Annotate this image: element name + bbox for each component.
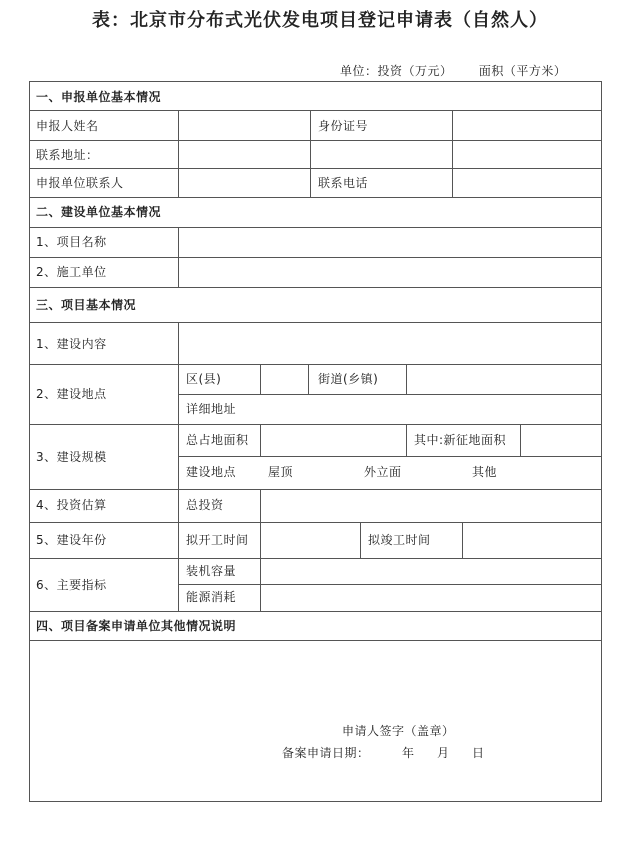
section-heading: 一、申报单位基本情况 — [36, 90, 162, 104]
row-divider — [178, 584, 602, 585]
label-contact-person: 申报单位联系人 — [36, 176, 124, 190]
label-date-day: 日 — [472, 746, 485, 760]
label-construction-year: 5、建设年份 — [36, 533, 107, 547]
section-heading: 四、项目备案申请单位其他情况说明 — [36, 619, 237, 633]
section-heading: 二、建设单位基本情况 — [36, 205, 162, 219]
row-divider — [29, 257, 602, 258]
label-applicant-name: 申报人姓名 — [36, 119, 99, 133]
label-date-month: 月 — [437, 746, 450, 760]
label-detail-address: 详细地址 — [186, 402, 237, 416]
col-divider — [260, 522, 261, 558]
label-construction-unit: 2、施工单位 — [36, 265, 107, 279]
row-divider — [178, 456, 602, 457]
col-divider — [260, 364, 261, 394]
row-divider — [29, 522, 602, 523]
label-address: 联系地址： — [36, 148, 99, 162]
label-total-investment: 总投资 — [186, 498, 224, 512]
form-title: 表：北京市分布式光伏发电项目登记申请表（自然人） — [92, 10, 548, 31]
row-divider — [29, 364, 602, 365]
label-construction-location: 2、建设地点 — [36, 387, 107, 401]
col-divider — [520, 424, 521, 456]
label-phone: 联系电话 — [318, 176, 369, 190]
row-divider — [29, 489, 602, 490]
col-divider — [462, 522, 463, 558]
label-project-name: 1、项目名称 — [36, 235, 107, 249]
label-investment-estimate: 4、投资估算 — [36, 498, 107, 512]
row-divider — [29, 168, 602, 169]
row-divider — [29, 140, 602, 141]
row-divider — [29, 322, 602, 323]
row-divider — [178, 394, 602, 395]
label-construction-scale: 3、建设规模 — [36, 450, 107, 464]
label-other: 其他 — [472, 465, 498, 479]
section-heading: 三、项目基本情况 — [36, 298, 137, 312]
col-divider — [260, 489, 261, 522]
col-divider — [178, 227, 179, 287]
row-divider — [29, 227, 602, 228]
col-divider — [260, 424, 261, 456]
col-divider — [360, 522, 361, 558]
col-divider — [178, 110, 179, 197]
row-divider — [29, 640, 602, 641]
row-divider — [29, 110, 602, 111]
col-divider — [406, 424, 407, 456]
col-divider — [406, 364, 407, 394]
label-id-number: 身份证号 — [318, 119, 369, 133]
row-divider — [29, 287, 602, 288]
label-start-time: 拟开工时间 — [186, 533, 249, 547]
unit-note — [340, 62, 588, 79]
label-street: 街道(乡镇) — [318, 372, 379, 386]
col-divider — [260, 558, 261, 611]
label-date-year: 年 — [402, 746, 415, 760]
label-site: 建设地点 — [186, 465, 237, 479]
label-roof: 屋顶 — [268, 465, 294, 479]
col-divider — [178, 322, 179, 611]
col-divider — [310, 110, 311, 197]
label-facade: 外立面 — [364, 465, 402, 479]
label-completion-time: 拟竣工时间 — [368, 533, 431, 547]
col-divider — [308, 364, 309, 394]
unit-area: 面积（平方米） — [478, 64, 567, 78]
label-main-indicators: 6、主要指标 — [36, 578, 107, 592]
col-divider — [452, 110, 453, 197]
label-district: 区(县) — [186, 372, 222, 386]
label-application-date: 备案申请日期： — [282, 746, 370, 760]
label-installed-capacity: 装机容量 — [186, 564, 237, 578]
label-energy-consumption: 能源消耗 — [186, 590, 237, 604]
row-divider — [29, 611, 602, 612]
label-construction-content: 1、建设内容 — [36, 337, 107, 351]
row-divider — [29, 197, 602, 198]
unit-investment: 单位：投资（万元） — [340, 64, 453, 78]
row-divider — [29, 558, 602, 559]
label-total-area: 总占地面积 — [186, 433, 249, 447]
label-signature: 申请人签字（盖章） — [342, 724, 455, 738]
row-divider — [29, 424, 602, 425]
label-new-land-area: 其中:新征地面积 — [414, 433, 507, 447]
